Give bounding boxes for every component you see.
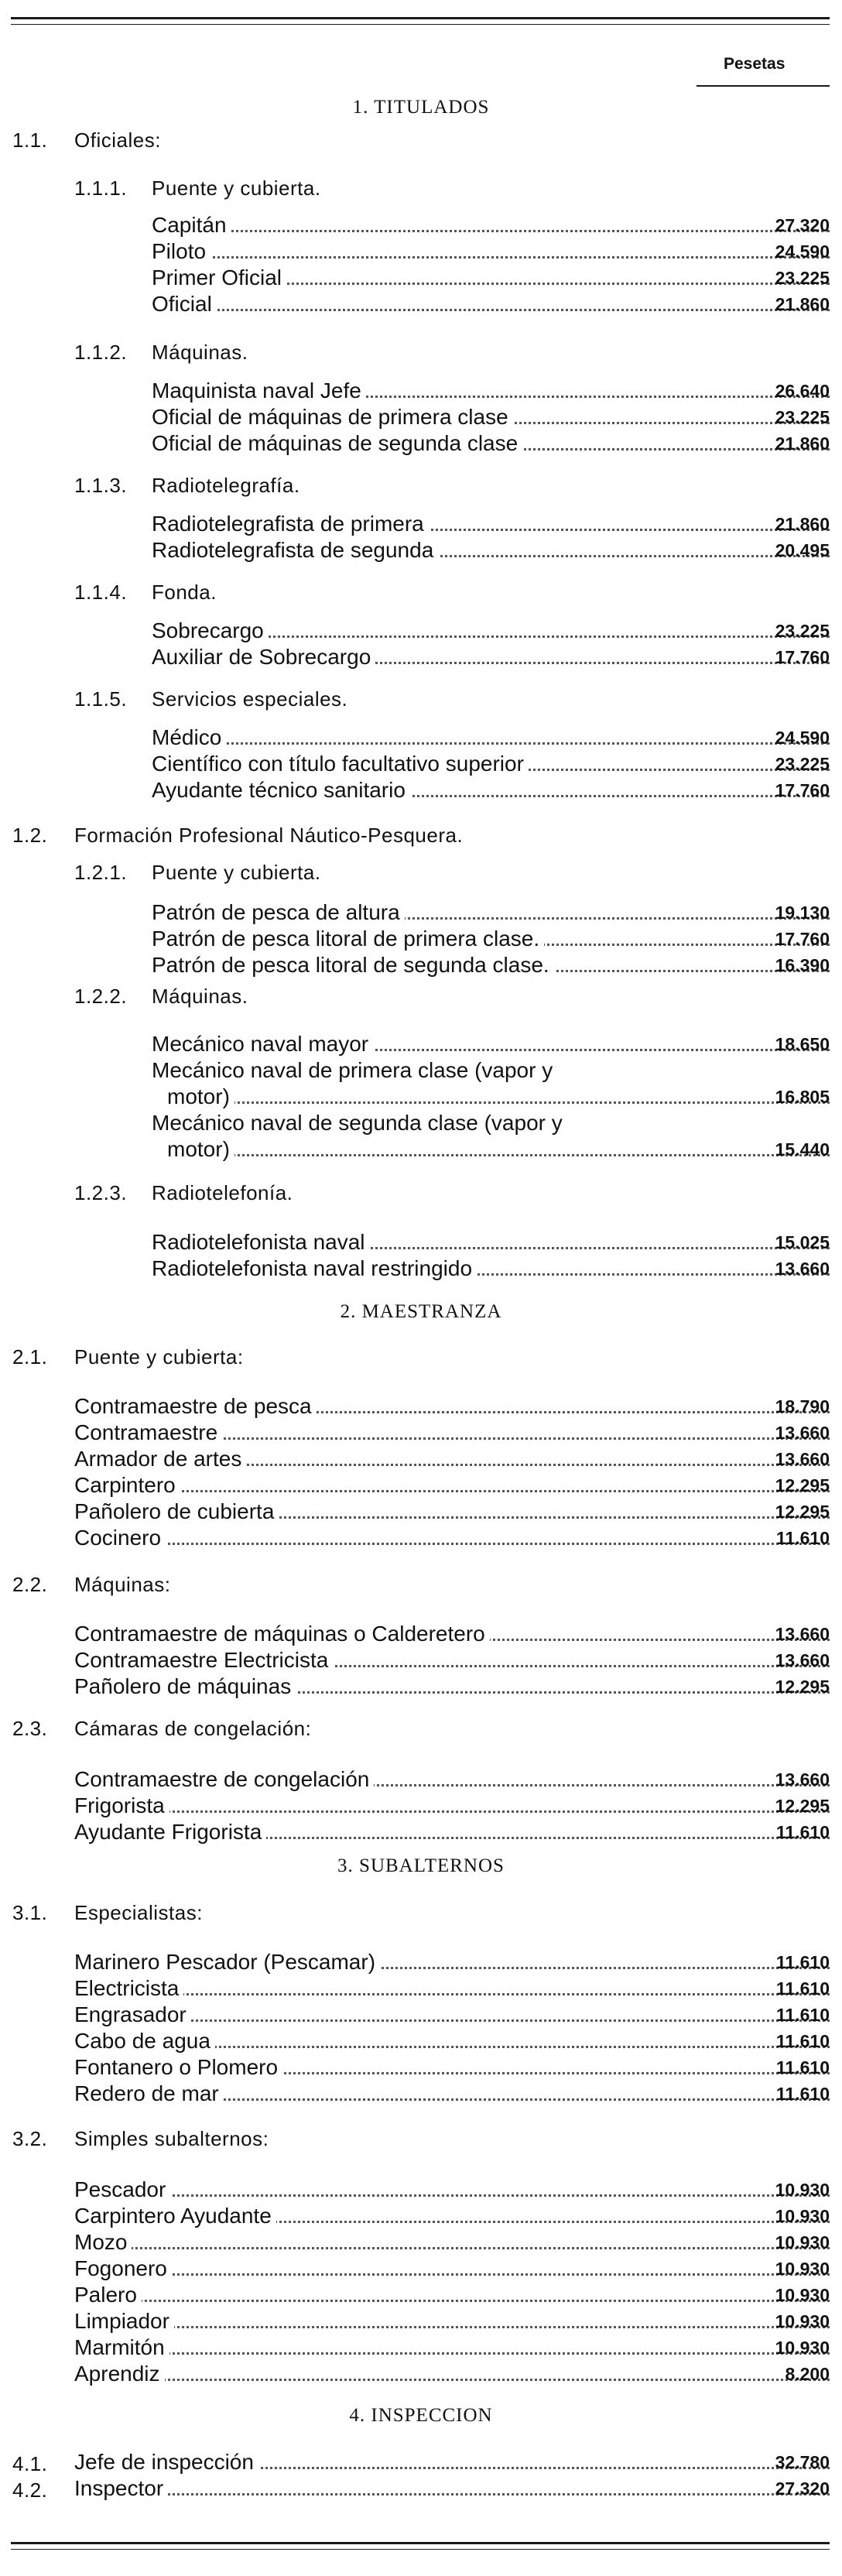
row-amount: 26.640 bbox=[775, 381, 830, 401]
row-label: Pañolero de máquinas bbox=[74, 1675, 296, 1698]
salary-row bbox=[152, 901, 830, 924]
row-label: Auxiliar de Sobrecargo bbox=[152, 646, 375, 669]
row-label: Carpintero Ayudante bbox=[74, 2204, 276, 2228]
heading-number: 1.1.4. bbox=[74, 581, 128, 604]
salary-row bbox=[74, 2204, 830, 2228]
bottom-rule-thin bbox=[11, 2549, 830, 2550]
row-label: Fontanero o Plomero bbox=[74, 2056, 282, 2079]
row-amount: 17.760 bbox=[775, 929, 830, 949]
salary-row bbox=[74, 2451, 830, 2474]
salary-row bbox=[74, 2178, 830, 2201]
heading-number: 2.2. bbox=[12, 1573, 48, 1596]
row-label: Oficial de máquinas de segunda clase bbox=[152, 432, 522, 455]
row-amount: 8.200 bbox=[785, 2364, 830, 2384]
heading-number: 1.2. bbox=[12, 824, 48, 847]
row-amount: 13.660 bbox=[775, 1449, 830, 1469]
salary-row bbox=[152, 214, 830, 237]
section-title-4: 4. INSPECCION bbox=[349, 2405, 493, 2426]
row-amount: 12.295 bbox=[775, 1475, 830, 1495]
row-amount: 13.660 bbox=[775, 1423, 830, 1443]
row-label: Engrasador bbox=[74, 2003, 191, 2026]
salary-row bbox=[74, 2003, 830, 2026]
heading-number: 2.3. bbox=[12, 1717, 48, 1740]
salary-row bbox=[152, 927, 830, 951]
row-label: Electricista bbox=[74, 1977, 183, 2000]
section-title-1: 1. TITULADOS bbox=[352, 97, 490, 118]
row-amount: 10.930 bbox=[775, 2285, 830, 2305]
row-amount: 11.610 bbox=[775, 2057, 830, 2078]
row-label: Científico con título facultativo superior bbox=[152, 752, 529, 776]
salary-row bbox=[152, 726, 830, 749]
row-amount: 12.295 bbox=[775, 1796, 830, 1816]
row-amount: 10.930 bbox=[775, 2259, 830, 2279]
row-amount: 17.760 bbox=[775, 780, 830, 800]
salary-row bbox=[74, 2362, 830, 2386]
heading-number: 1.1.3. bbox=[74, 474, 128, 497]
row-label: Radiotelegrafista de primera bbox=[152, 512, 429, 536]
row-label: Redero de mar bbox=[74, 2082, 224, 2105]
row-label: Patrón de pesca de altura bbox=[152, 901, 405, 924]
salary-row bbox=[152, 240, 830, 263]
salary-row bbox=[74, 1821, 830, 1844]
row-amount: 21.860 bbox=[775, 433, 830, 454]
salary-row bbox=[74, 2257, 830, 2280]
column-header-underline bbox=[697, 85, 830, 87]
row-label: Palero bbox=[74, 2283, 142, 2307]
salary-row bbox=[74, 1474, 830, 1497]
row-amount: 11.610 bbox=[775, 2005, 830, 2025]
heading-number: 2.1. bbox=[12, 1345, 48, 1368]
row-label: Contramaestre Electricista bbox=[74, 1649, 333, 1672]
row-label: Mozo bbox=[74, 2231, 132, 2254]
row-label: Aprendiz bbox=[74, 2362, 165, 2386]
salary-row bbox=[152, 646, 830, 669]
salary-row bbox=[152, 539, 830, 562]
heading-label: Puente y cubierta. bbox=[152, 176, 321, 200]
row-amount: 23.225 bbox=[775, 268, 830, 288]
row-label: Cabo de agua bbox=[74, 2030, 215, 2053]
row-amount: 20.495 bbox=[775, 540, 830, 560]
row-label: Ayudante técnico sanitario bbox=[152, 779, 410, 802]
salary-row bbox=[152, 379, 830, 402]
row-label: Radiotelefonista naval restringido bbox=[152, 1257, 477, 1280]
row-amount: 11.610 bbox=[775, 1978, 830, 1999]
row-label: Marmitón bbox=[74, 2336, 169, 2359]
heading-label: Máquinas: bbox=[74, 1573, 171, 1596]
row-label: Marinero Pescador (Pescamar) bbox=[74, 1951, 380, 1974]
salary-row bbox=[74, 1447, 830, 1471]
heading-label: Oficiales: bbox=[74, 128, 161, 152]
heading-label: Máquinas. bbox=[152, 341, 248, 364]
salary-row bbox=[152, 406, 830, 429]
row-label: Carpintero bbox=[74, 1474, 180, 1497]
heading-label: Puente y cubierta: bbox=[74, 1345, 244, 1368]
salary-row bbox=[74, 2030, 830, 2053]
heading-number: 1.1.1. bbox=[74, 176, 128, 200]
column-header-pesetas: Pesetas bbox=[724, 55, 786, 73]
row-label-line1: Mecánico naval de segunda clase (vapor y bbox=[152, 1111, 563, 1135]
salary-row bbox=[74, 2283, 830, 2307]
top-rule bbox=[11, 17, 830, 19]
top-rule-thin bbox=[11, 24, 830, 25]
row-amount: 32.780 bbox=[775, 2452, 830, 2472]
row-amount: 13.660 bbox=[775, 1259, 830, 1279]
row-amount: 11.610 bbox=[775, 1952, 830, 1972]
row-label: Primer Oficial bbox=[152, 266, 286, 289]
row-amount: 13.660 bbox=[775, 1650, 830, 1670]
row-label: Contramaestre de pesca bbox=[74, 1395, 317, 1418]
row-amount: 21.860 bbox=[775, 514, 830, 534]
heading-number: 4.2. bbox=[12, 2478, 48, 2502]
row-amount: 16.805 bbox=[775, 1087, 830, 1107]
heading-label: Formación Profesional Náutico-Pesquera. bbox=[74, 824, 464, 847]
section-title-2: 2. MAESTRANZA bbox=[340, 1301, 502, 1322]
row-label: Frigorista bbox=[74, 1794, 169, 1817]
row-amount: 23.225 bbox=[775, 754, 830, 774]
row-amount: 11.610 bbox=[775, 2084, 830, 2104]
heading-number: 1.1. bbox=[12, 128, 48, 152]
section-title-3: 3. SUBALTERNOS bbox=[337, 1855, 505, 1876]
row-amount: 15.025 bbox=[775, 1232, 830, 1252]
salary-row bbox=[74, 2336, 830, 2359]
row-label-continuation: motor) bbox=[167, 1138, 234, 1161]
salary-row bbox=[74, 1768, 830, 1791]
salary-row bbox=[74, 2310, 830, 2333]
row-label-continuation: motor) bbox=[167, 1085, 234, 1108]
salary-row bbox=[152, 1231, 830, 1254]
row-amount: 12.295 bbox=[775, 1677, 830, 1697]
row-amount: 10.930 bbox=[775, 2180, 830, 2200]
row-label: Inspector bbox=[74, 2477, 168, 2500]
heading-number: 3.1. bbox=[12, 1901, 48, 1924]
row-label: Contramaestre bbox=[74, 1421, 222, 1444]
heading-label: Máquinas. bbox=[152, 985, 248, 1008]
salary-row bbox=[74, 1500, 830, 1523]
heading-label: Radiotelegrafía. bbox=[152, 474, 300, 497]
salary-row bbox=[74, 2056, 830, 2079]
row-amount: 10.930 bbox=[775, 2232, 830, 2252]
row-label: Jefe de inspección bbox=[74, 2451, 258, 2474]
salary-row bbox=[74, 2231, 830, 2254]
row-label-line1: Mecánico naval de primera clase (vapor y bbox=[152, 1058, 553, 1082]
row-label: Piloto bbox=[152, 240, 210, 263]
row-amount: 11.610 bbox=[775, 2031, 830, 2051]
salary-row bbox=[152, 752, 830, 776]
row-label: Limpiador bbox=[74, 2310, 174, 2333]
salary-row bbox=[74, 1675, 830, 1698]
row-label: Pescador bbox=[74, 2178, 170, 2201]
row-amount: 24.590 bbox=[775, 728, 830, 748]
heading-number: 4.1. bbox=[12, 2452, 48, 2475]
heading-label: Fonda. bbox=[152, 581, 217, 604]
salary-row bbox=[74, 1622, 830, 1646]
salary-row bbox=[74, 2477, 830, 2500]
salary-row bbox=[152, 1033, 830, 1056]
row-label: Fogonero bbox=[74, 2257, 172, 2280]
row-amount: 11.610 bbox=[775, 1822, 830, 1842]
row-amount: 13.660 bbox=[775, 1769, 830, 1790]
salary-row bbox=[152, 432, 830, 455]
row-label: Médico bbox=[152, 726, 226, 749]
salary-row bbox=[74, 1794, 830, 1817]
heading-number: 1.2.3. bbox=[74, 1181, 128, 1204]
heading-label: Servicios especiales. bbox=[152, 687, 348, 711]
row-amount: 19.130 bbox=[775, 903, 830, 923]
row-amount: 11.610 bbox=[775, 1528, 830, 1548]
row-label: Capitán bbox=[152, 214, 231, 237]
row-label: Mecánico naval mayor bbox=[152, 1033, 373, 1056]
row-amount: 15.440 bbox=[775, 1139, 830, 1160]
row-amount: 21.860 bbox=[775, 294, 830, 314]
salary-row bbox=[74, 1951, 830, 1974]
row-label: Contramaestre de congelación bbox=[74, 1768, 374, 1791]
salary-row bbox=[167, 1138, 830, 1161]
heading-label: Puente y cubierta. bbox=[152, 861, 321, 884]
salary-row bbox=[74, 1526, 830, 1550]
heading-label: Cámaras de congelación: bbox=[74, 1717, 312, 1740]
salary-row bbox=[74, 1649, 830, 1672]
salary-row bbox=[152, 619, 830, 642]
row-label: Radiotelegrafista de segunda bbox=[152, 539, 438, 562]
row-amount: 13.660 bbox=[775, 1624, 830, 1644]
row-label: Cocinero bbox=[74, 1526, 166, 1550]
row-label: Sobrecargo bbox=[152, 619, 269, 642]
row-amount: 17.760 bbox=[775, 647, 830, 667]
row-amount: 23.225 bbox=[775, 621, 830, 641]
row-amount: 18.650 bbox=[775, 1034, 830, 1054]
row-amount: 27.320 bbox=[775, 2478, 830, 2499]
heading-number: 1.2.2. bbox=[74, 985, 128, 1008]
salary-row bbox=[152, 512, 830, 536]
row-label: Oficial de máquinas de primera clase bbox=[152, 406, 513, 429]
row-amount: 10.930 bbox=[775, 2206, 830, 2226]
row-label: Contramaestre de máquinas o Calderetero bbox=[74, 1622, 490, 1646]
salary-row bbox=[74, 1395, 830, 1418]
salary-row bbox=[152, 779, 830, 802]
row-amount: 10.930 bbox=[775, 2311, 830, 2331]
row-label: Radiotelefonista naval bbox=[152, 1231, 370, 1254]
row-amount: 16.390 bbox=[775, 955, 830, 975]
salary-row bbox=[74, 1421, 830, 1444]
salary-row bbox=[152, 293, 830, 316]
salary-row bbox=[167, 1085, 830, 1108]
heading-label: Especialistas: bbox=[74, 1901, 203, 1924]
heading-label: Simples subalternos: bbox=[74, 2127, 269, 2150]
salary-row bbox=[152, 266, 830, 289]
bottom-rule bbox=[11, 2542, 830, 2544]
heading-number: 1.1.5. bbox=[74, 687, 128, 711]
salary-row bbox=[74, 2082, 830, 2105]
row-label: Patrón de pesca litoral de segunda clase. bbox=[152, 954, 554, 977]
row-label: Oficial bbox=[152, 293, 217, 316]
row-amount: 27.320 bbox=[775, 215, 830, 235]
row-label: Ayudante Frigorista bbox=[74, 1821, 266, 1844]
row-label: Armador de artes bbox=[74, 1447, 246, 1471]
salary-row bbox=[74, 1977, 830, 2000]
row-label: Pañolero de cubierta bbox=[74, 1500, 279, 1523]
row-amount: 10.930 bbox=[775, 2338, 830, 2358]
heading-label: Radiotelefonía. bbox=[152, 1181, 293, 1204]
salary-row bbox=[152, 954, 830, 977]
row-amount: 24.590 bbox=[775, 242, 830, 262]
row-label: Patrón de pesca litoral de primera clase. bbox=[152, 927, 544, 951]
heading-number: 3.2. bbox=[12, 2127, 48, 2150]
row-amount: 23.225 bbox=[775, 407, 830, 427]
heading-number: 1.1.2. bbox=[74, 341, 128, 364]
heading-number: 1.2.1. bbox=[74, 861, 128, 884]
row-label: Maquinista naval Jefe bbox=[152, 379, 366, 402]
row-amount: 12.295 bbox=[775, 1502, 830, 1522]
salary-row bbox=[152, 1257, 830, 1280]
row-amount: 18.790 bbox=[775, 1396, 830, 1416]
